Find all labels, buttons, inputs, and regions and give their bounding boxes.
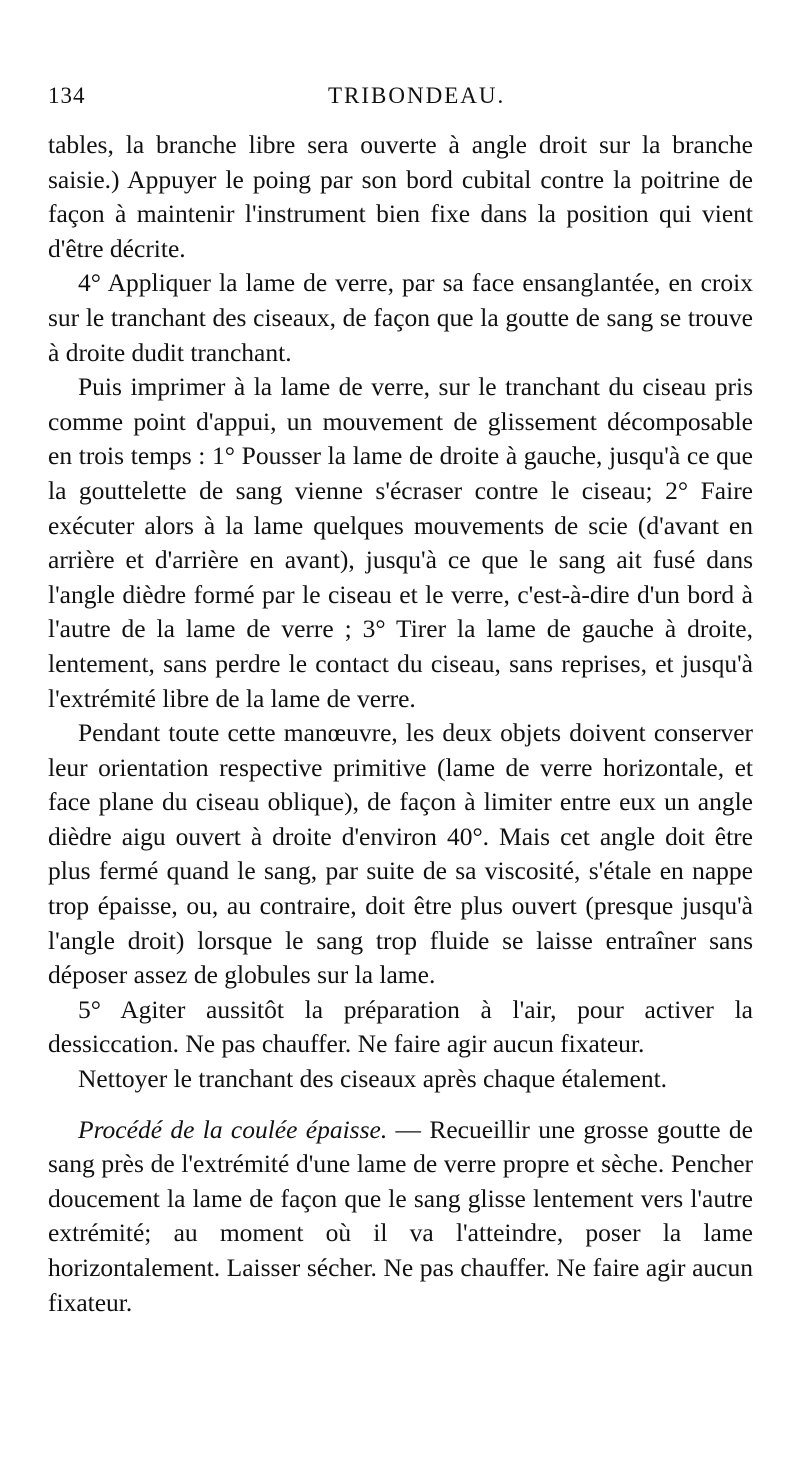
section-text: Recueillir une grosse goutte de sang près de l'extrémité d'une lame de verre propre et sèche. Pencher doucement la lame de façon que le sang glisse lentement vers l'autre extrémité; au moment où il va l'atteindre, poser la lame horizontalement. Laisser sécher. Ne pas chauffer. Ne faire agir aucun fixateur. — [48, 1114, 753, 1317]
running-head: TRIBONDEAU. — [328, 83, 506, 108]
section-heading: Procédé de la coulée épaisse. — [78, 1114, 388, 1144]
paragraph-orientation: Pendant toute cette manœuvre, les deux objets doivent conserver leur orientation respective primitive (lame de verre horizontale, et face plane du ciseau oblique), de façon à limiter entre eux un angle dièdre aigu ouvert à droite d'environ 40°. Mais cet angle doit être plus fermé quand le sang, par suite de sa viscosité, s'étale en nappe trop épaisse, ou, au contraire, doit être plus ouvert (presque jusqu'à l'angle droit) lorsque le sang trop fluide se laisse entraîner sans déposer assez de globules sur la lame. — [48, 718, 753, 990]
page-header — [48, 83, 753, 113]
paragraph-coulee-epaisse — [48, 1113, 753, 1321]
paragraph-step-4: 4° Appliquer la lame de verre, par sa face ensanglantée, en croix sur le tranchant des ciseaux, de façon que la goutte de sang se trouve à droite dudit tranchant. — [48, 268, 753, 367]
page-number: 134 — [48, 83, 86, 108]
body-text — [48, 128, 753, 1320]
section-separator: — — [387, 1114, 430, 1144]
paragraph-cleaning: Nettoyer le tranchant des ciseaux après chaque étalement. — [78, 1064, 668, 1094]
paragraph-continuation: tables, la branche libre sera ouverte à angle droit sur la branche saisie.) Appuyer le poing par son bord cubital contre la poitrine de façon à maintenir l'instrument bien fixe dans la position qui vient d'être décrite. — [48, 130, 753, 263]
paragraph-glissement: Puis imprimer à la lame de verre, sur le tranchant du ciseau pris comme point d'appui, un mouvement de glissement décomposable en trois temps : 1° Pousser la lame de droite à gauche, jusqu'à ce que la gouttelette de sang vienne s'écraser contre le ciseau; 2° Faire exécuter alors à la lame quelques mouvements de scie (d'avant en arrière et d'arrière en avant), jusqu'à ce que le sang ait fusé dans l'angle dièdre formé par le ciseau et le verre, c'est-à-dire d'un bord à l'autre de la lame de verre ; 3° Tirer la lame de gauche à droite, lentement, sans perdre le contact du ciseau, sans reprises, et jusqu'à l'extrémité libre de la lame de verre. — [48, 372, 753, 713]
paragraph-step-5: 5° Agiter aussitôt la préparation à l'air, pour activer la dessiccation. Ne pas chauffer. Ne faire agir aucun fixateur. — [48, 994, 753, 1059]
